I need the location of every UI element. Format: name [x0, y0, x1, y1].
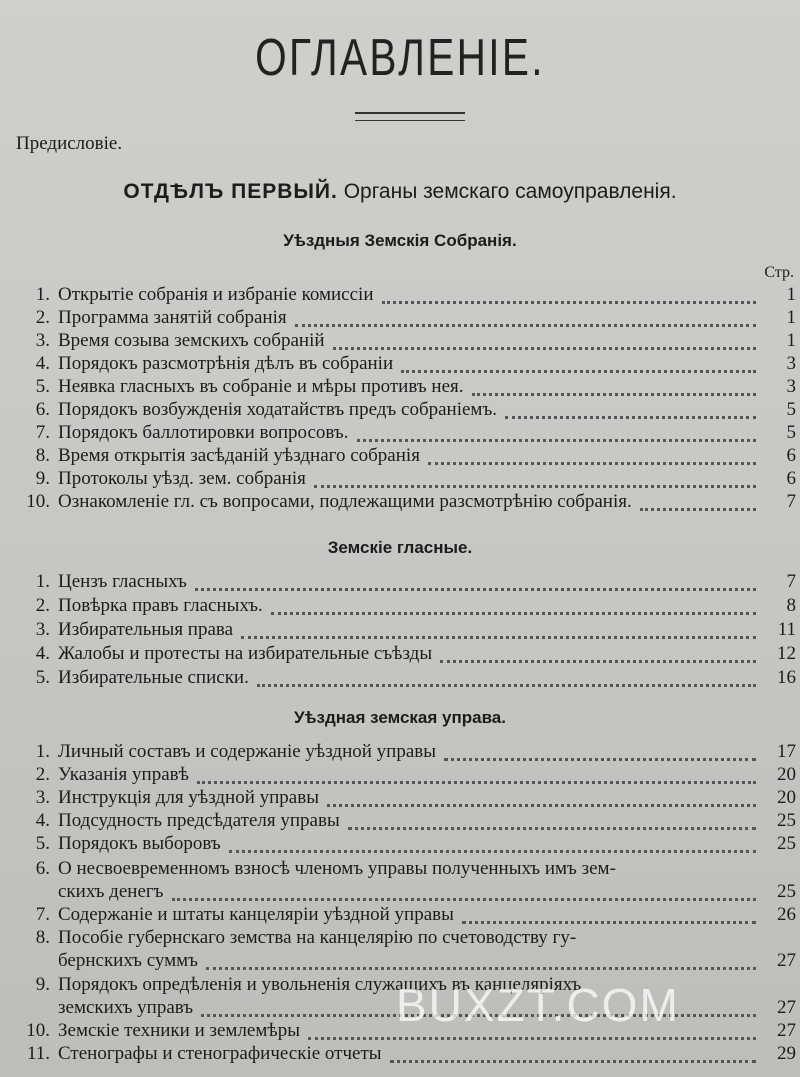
toc-entry [10, 903, 796, 926]
part-heading [0, 180, 800, 204]
entry-title: Земскіе техники и землемѣры [58, 1020, 300, 1041]
toc-entry [10, 926, 796, 971]
entry-number: 9. [35, 468, 50, 489]
entry-title: Жалобы и протесты на избирательные съѣзды [58, 643, 433, 664]
entry-number: 11. [26, 1043, 50, 1064]
entry-title: Порядокъ опредѣленія и увольненія служащихъ въ канцеляріяхъ [58, 974, 582, 995]
dot-leader [229, 850, 756, 853]
entry-page: 5 [786, 422, 796, 443]
entry-number: 6. [35, 399, 50, 420]
entry-title: Избирательные списки. [58, 667, 249, 688]
toc-entry [10, 421, 796, 444]
entry-page: 17 [777, 741, 796, 762]
dot-leader [327, 804, 756, 807]
toc-entry [10, 857, 796, 902]
entry-title: Цензъ гласныхъ [58, 571, 187, 592]
entry-number: 2. [35, 307, 50, 328]
toc-entry [10, 467, 796, 490]
dot-leader [314, 485, 756, 488]
page-title: ОГЛАВЛЕНІЕ. [255, 29, 545, 87]
page-column-header: Стр. [764, 264, 794, 281]
toc-entry [10, 444, 796, 467]
dot-leader [428, 462, 756, 465]
dot-leader [195, 588, 756, 591]
toc-entry [10, 375, 796, 398]
entry-number: 4. [35, 810, 50, 831]
part-subtitle: Органы земскаго самоуправленія. [343, 180, 677, 203]
entry-number: 1. [35, 284, 50, 305]
entry-title: Неявка гласныхъ въ собраніе и мѣры противъ нея. [58, 376, 464, 397]
entry-page: 7 [786, 491, 796, 512]
entry-page: 1 [786, 330, 796, 351]
entry-number: 6. [35, 858, 50, 879]
dot-leader [172, 898, 756, 901]
toc-entry [10, 618, 796, 641]
entry-page: 25 [777, 833, 796, 854]
entry-title: Инструкція для уѣздной управы [58, 787, 319, 808]
entry-number: 7. [35, 904, 50, 925]
entry-number: 10. [26, 1020, 50, 1041]
toc-entry [10, 809, 796, 832]
toc-entry [10, 1042, 796, 1065]
entry-page: 1 [786, 307, 796, 328]
entry-number: 1. [35, 571, 50, 592]
toc-entry [10, 594, 796, 617]
entry-page: 29 [777, 1043, 796, 1064]
entry-number: 5. [35, 667, 50, 688]
entry-page: 7 [786, 571, 796, 592]
entry-number: 8. [35, 445, 50, 466]
entry-page: 27 [777, 997, 796, 1018]
toc-entry [10, 329, 796, 352]
entry-page: 3 [786, 353, 796, 374]
section-heading: Земскіе гласные. [327, 538, 473, 557]
entry-title: Порядокъ баллотировки вопросовъ. [58, 422, 349, 443]
entry-title: Программа занятій собранія [58, 307, 287, 328]
entry-title: Указанія управѣ [58, 764, 189, 785]
entry-page: 5 [786, 399, 796, 420]
entry-title: Избирательныя права [58, 619, 234, 640]
entry-page: 6 [786, 445, 796, 466]
dot-leader [295, 324, 756, 327]
toc-entry [10, 570, 796, 593]
entry-page: 25 [777, 810, 796, 831]
toc-entry [10, 398, 796, 421]
entry-title-continuation: земскихъ управъ [58, 997, 194, 1018]
entry-number: 4. [35, 643, 50, 664]
entry-title: Стенографы и стенографическіе отчеты [58, 1043, 382, 1064]
entry-number: 3. [35, 787, 50, 808]
dot-leader [390, 1060, 756, 1063]
entry-page: 12 [777, 643, 796, 664]
entry-title: Пособіе губернскаго земства на канцелярію по счетоводству гу- [58, 927, 577, 948]
entry-title: Порядокъ разсмотрѣнія дѣлъ въ собраніи [58, 353, 394, 374]
entry-page: 20 [777, 787, 796, 808]
entry-title: Личный составъ и содержаніе уѣздной управы [58, 741, 437, 762]
dot-leader [640, 508, 756, 511]
toc-entry [10, 666, 796, 689]
entry-title: Время открытія засѣданій уѣзднаго собранія [58, 445, 420, 466]
dot-leader [308, 1037, 756, 1040]
entry-title: Содержаніе и штаты канцеляріи уѣздной управы [58, 904, 454, 925]
part-label: ОТДѢЛЪ ПЕРВЫЙ. [123, 180, 338, 203]
section-heading: Уѣздныя Земскія Собранія. [283, 231, 517, 250]
entry-number: 5. [35, 376, 50, 397]
entry-page: 16 [777, 667, 796, 688]
entry-page: 25 [777, 881, 796, 902]
entry-title-continuation: скихъ денегъ [58, 881, 164, 902]
entry-number: 9. [35, 974, 50, 995]
watermark: BUXZT.COM [396, 979, 680, 1031]
dot-leader [206, 967, 756, 970]
dot-leader [241, 636, 756, 639]
entry-number: 4. [35, 353, 50, 374]
dot-leader [401, 370, 756, 373]
toc-entry [10, 306, 796, 329]
section-heading: Уѣздная земская управа. [294, 708, 506, 727]
dot-leader [197, 781, 756, 784]
entry-number: 8. [35, 927, 50, 948]
entry-title: О несвоевременномъ взносѣ членомъ управы полученныхъ имъ зем- [58, 858, 616, 879]
dot-leader [348, 827, 756, 830]
entry-page: 3 [786, 376, 796, 397]
entry-title: Протоколы уѣзд. зем. собранія [58, 468, 306, 489]
entry-page: 20 [777, 764, 796, 785]
toc-entry [10, 832, 796, 855]
entry-page: 26 [777, 904, 796, 925]
toc-entry [10, 763, 796, 786]
entry-page: 27 [777, 1020, 796, 1041]
title-rule [355, 112, 465, 121]
dot-leader [462, 921, 756, 924]
dot-leader [357, 439, 757, 442]
entry-number: 3. [35, 619, 50, 640]
toc-entry [10, 740, 796, 763]
entry-number: 3. [35, 330, 50, 351]
dot-leader [472, 393, 756, 396]
toc-entry [10, 352, 796, 375]
entry-page: 1 [786, 284, 796, 305]
entry-title: Подсудность предсѣдателя управы [58, 810, 340, 831]
entry-page: 27 [777, 950, 796, 971]
entry-title: Повѣрка правъ гласныхъ. [58, 595, 263, 616]
entry-title: Ознакомленіе гл. съ вопросами, подлежащими разсмотрѣнію собранія. [58, 491, 632, 512]
entry-page: 11 [777, 619, 796, 640]
dot-leader [333, 347, 756, 350]
toc-entry [10, 490, 796, 513]
entry-title: Открытіе собранія и избраніе комиссіи [58, 284, 374, 305]
entry-title: Порядокъ выборовъ [58, 833, 221, 854]
entry-title: Порядокъ возбужденія ходатайствъ предъ собраніемъ. [58, 399, 498, 420]
entry-number: 2. [35, 595, 50, 616]
dot-leader [444, 758, 756, 761]
entry-number: 1. [35, 741, 50, 762]
entry-number: 5. [35, 833, 50, 854]
dot-leader [271, 612, 756, 615]
entry-number: 7. [35, 422, 50, 443]
entry-number: 2. [35, 764, 50, 785]
entry-page: 8 [786, 595, 796, 616]
dot-leader [505, 416, 756, 419]
entry-title: Время созыва земскихъ собраній [58, 330, 325, 351]
dot-leader [382, 301, 757, 304]
entry-title-continuation: бернскихъ суммъ [58, 950, 199, 971]
toc-entry [10, 642, 796, 665]
entry-page: 6 [786, 468, 796, 489]
dot-leader [440, 660, 756, 663]
dot-leader [257, 684, 756, 687]
toc-entry [10, 786, 796, 809]
preface-entry: Предисловіе. [16, 133, 123, 154]
entry-number: 10. [26, 491, 50, 512]
toc-entry [10, 283, 796, 306]
